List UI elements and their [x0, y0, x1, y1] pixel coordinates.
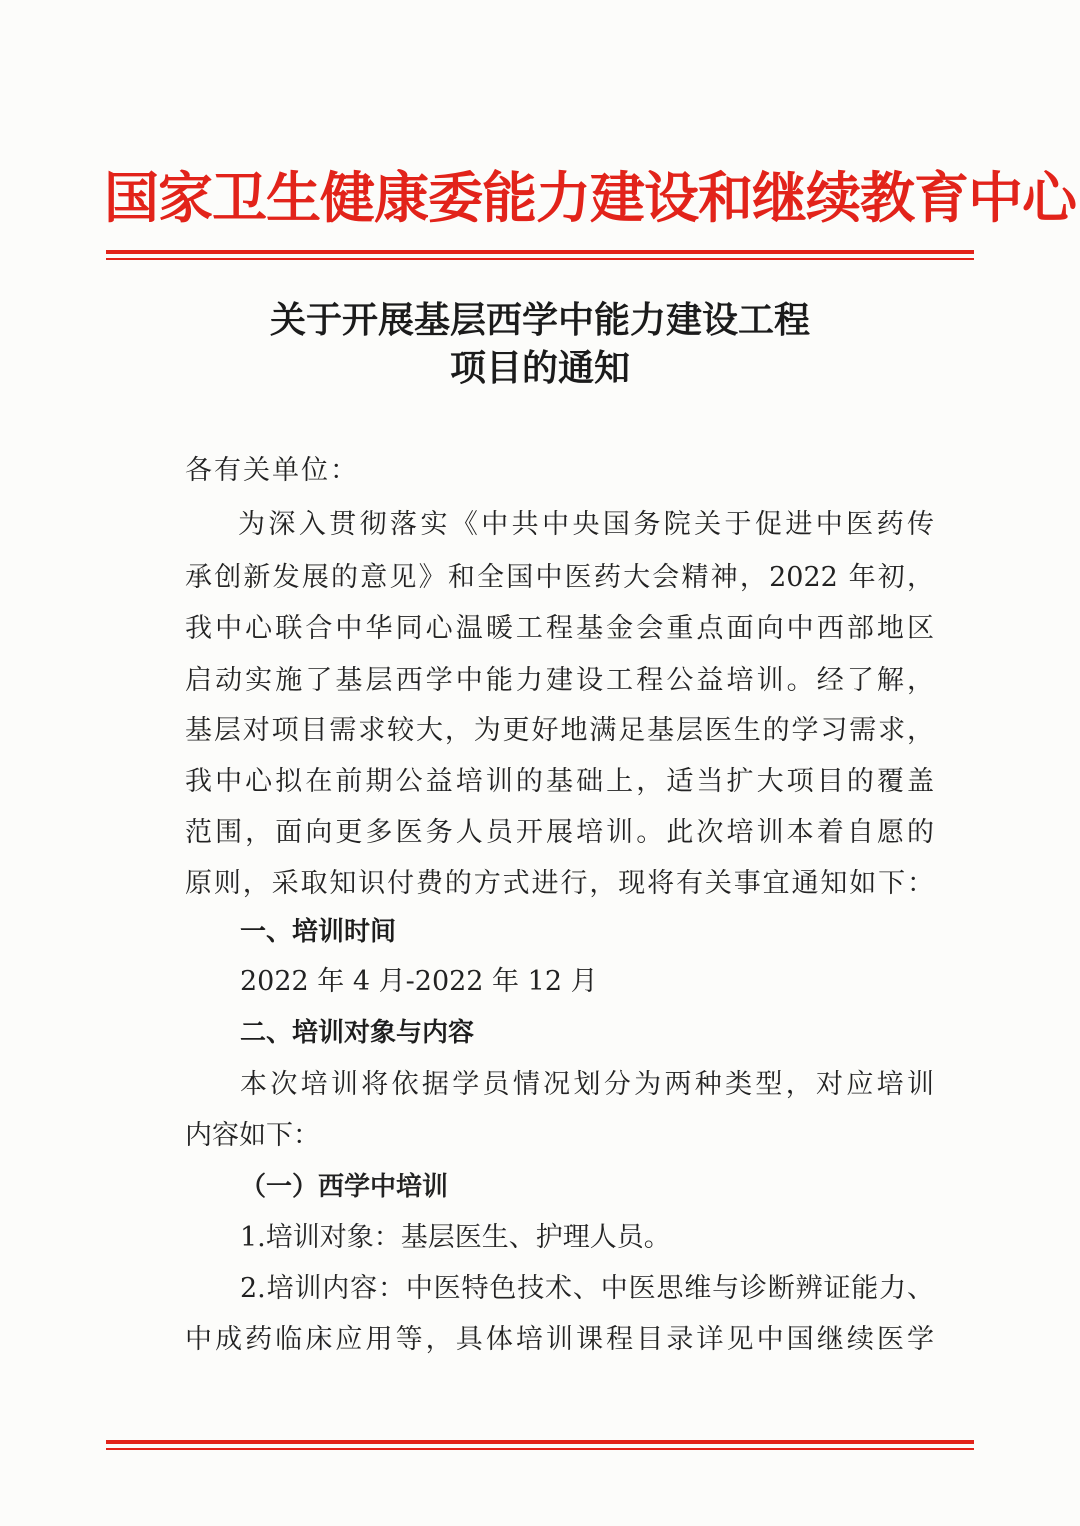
- intro-line: 范围，面向更多医务人员开展培训。此次培训本着自愿的: [185, 817, 934, 848]
- subsection-heading-western-learn-chinese: （一）西学中培训: [240, 1172, 449, 1202]
- document-title-line-1: 关于开展基层西学中能力建设工程: [269, 299, 810, 341]
- organization-letterhead: 国家卫生健康委能力建设和继续教育中心: [104, 166, 1077, 230]
- training-content-item-line: 中成药临床应用等，具体培训课程目录详见中国继续医学: [185, 1324, 934, 1355]
- section-2-line: 内容如下：: [185, 1120, 320, 1151]
- letterhead-rule-thin: [106, 258, 974, 260]
- intro-line: 我中心联合中华同心温暖工程基金会重点面向中西部地区: [185, 613, 934, 644]
- intro-line: 我中心拟在前期公益培训的基础上，适当扩大项目的覆盖: [185, 766, 934, 797]
- document-title-line-2: 项目的通知: [449, 347, 630, 389]
- intro-line: 启动实施了基层西学中能力建设工程公益培训。经了解，: [185, 665, 934, 696]
- intro-line: 为深入贯彻落实《中共中央国务院关于促进中医药传: [238, 509, 934, 540]
- training-target-item: 1.培训对象：基层医生、护理人员。: [240, 1222, 671, 1253]
- section-2-line: 本次培训将依据学员情况划分为两种类型，对应培训: [240, 1069, 934, 1100]
- salutation: 各有关单位：: [185, 455, 359, 486]
- intro-line: 基层对项目需求较大，为更好地满足基层医生的学习需求，: [185, 715, 934, 746]
- training-period: 2022 年 4 月-2022 年 12 月: [240, 966, 598, 997]
- section-heading-training-time: 一、培训时间: [240, 917, 397, 947]
- footer-rule-thick: [106, 1440, 974, 1444]
- section-heading-audience-content: 二、培训对象与内容: [240, 1018, 475, 1048]
- footer-rule-thin: [106, 1448, 974, 1450]
- training-content-item-line: 2.培训内容：中医特色技术、中医思维与诊断辨证能力、: [240, 1273, 934, 1304]
- intro-line: 承创新发展的意见》和全国中医药大会精神，2022 年初，: [185, 562, 934, 593]
- intro-line: 原则，采取知识付费的方式进行，现将有关事宜通知如下：: [185, 868, 934, 899]
- letterhead-rule-thick: [106, 250, 974, 254]
